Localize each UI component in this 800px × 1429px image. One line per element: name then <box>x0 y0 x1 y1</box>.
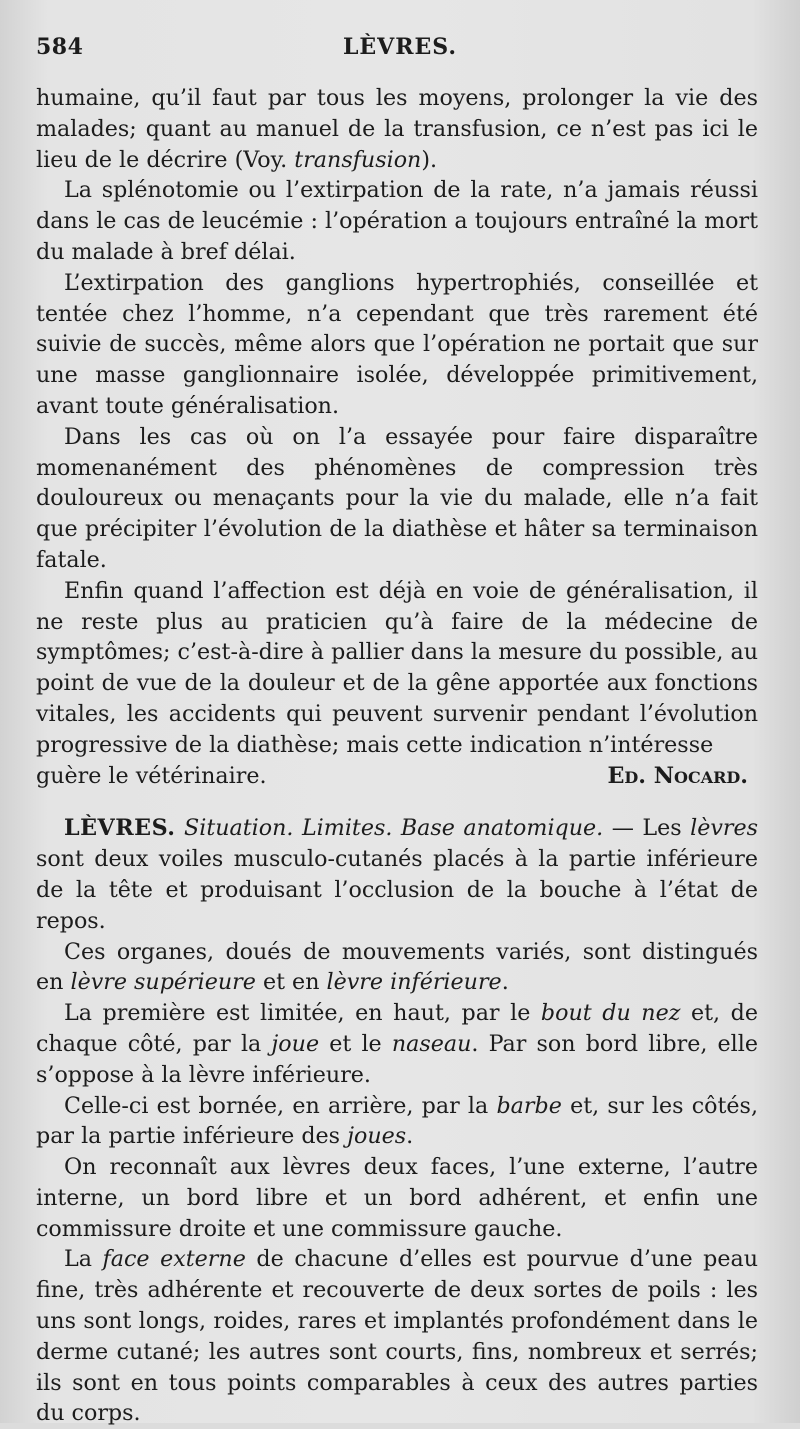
author-signature: Ed. Nocard. <box>607 762 748 789</box>
italic-term: lèvre supérieure <box>70 969 256 996</box>
italic-term: barbe <box>496 1092 562 1119</box>
italic-term: transfusion <box>294 146 422 173</box>
paragraph <box>36 576 758 761</box>
italic-term: naseau <box>391 1030 472 1057</box>
italic-term: lèvre inférieure <box>326 969 502 996</box>
article-signature <box>36 761 758 792</box>
text-run: et le <box>319 1030 392 1057</box>
italic-term: joues <box>347 1123 407 1150</box>
entry-headword: LÈVRES. <box>64 815 176 842</box>
paragraph <box>36 1152 758 1244</box>
text-run: La <box>64 1246 103 1273</box>
text-run: La splénotomie ou l’extirpation de la rate, n’a jamais réussi dans le cas de leucémie : l’opération a toujours entraîné la mort du malade à bref délai. <box>36 177 758 265</box>
body-text <box>36 83 758 1429</box>
paragraph <box>36 1091 758 1153</box>
text-run: Dans les cas où on l’a essayée pour faire disparaître momenanément des phénomènes de compression très douloureux ou menaçants pour la vie du malade, elle n’a fait que précipiter l’évolution de la diathèse et hâter sa terminaison fatale. <box>36 423 758 573</box>
italic-term: bout du nez <box>540 1000 681 1027</box>
paragraph <box>36 268 758 422</box>
signature-line-text: guère le vétérinaire. <box>36 762 267 789</box>
page-number: 584 <box>36 34 84 60</box>
running-title: LÈVRES. <box>342 34 458 60</box>
italic-term: lèvres <box>690 815 758 842</box>
text-run: humaine, qu’il faut par tous les moyens, prolonger la vie des malades; quant au manuel de la transfusion, ce n’est pas ici le lieu de le décrire (Voy. <box>36 85 758 173</box>
paragraph <box>36 422 758 576</box>
text-run: Ces organes, doués de mouvements variés, sont distingués en <box>36 938 758 996</box>
page-header <box>36 34 764 68</box>
entry-paragraphs <box>36 937 758 1429</box>
paragraph <box>36 175 758 267</box>
text-run: ). <box>421 146 438 173</box>
text-run: de chacune d’elles est pourvue d’une peau fine, très adhérente et recouverte de deux sortes de poils : les uns sont longs, roides, rares et implantés profondément dans le derme cutané; les autres sont courts, fins, nombreux et serrés; ils sont en tous points comparables à ceux des autres parties du corps. <box>36 1246 759 1427</box>
text-run: On reconnaît aux lèvres deux faces, l’une externe, l’autre interne, un bord libre et un bord adhérent, et enfin une commissure droite et une commissure gauche. <box>36 1154 758 1242</box>
text-run: Celle-ci est bornée, en arrière, par la <box>64 1092 497 1119</box>
text-run: — Les <box>603 815 691 842</box>
text-run: et, sur les côtés, par la partie inférieure des <box>36 1092 759 1150</box>
paragraph <box>36 83 758 175</box>
italic-term: face externe <box>102 1246 246 1273</box>
text-run: L’extirpation des ganglions hypertrophiés, conseillée et tentée chez l’homme, n’a cependant que très rarement été suivie de succès, même alors que l’opération ne portait que sur une masse ganglionnaire isolée, développée primitivement, avant toute généralisation. <box>36 269 758 419</box>
text-run: . <box>501 969 509 996</box>
text-run: Enfin quand l’affection est déjà en voie de généralisation, il ne reste plus au praticien qu’à faire de la médecine de symptômes; c’est-à-dire à pallier dans la mesure du possible, au point de vue de la douleur et de la gêne apportée aux fonctions vitales, les accidents qui peuvent survenir pendant l’évolution progressive de la diathèse; mais cette indication n’intéresse <box>36 577 758 758</box>
text-run: et en <box>255 969 327 996</box>
text-run: sont deux voiles musculo-cutanés placés à la partie inférieure de la tête et produisant l’occlusion de la bouche à l’état de repos. <box>36 846 758 934</box>
text-run: et, de chaque côté, par la <box>36 1000 758 1057</box>
text-run: . Par son bord libre, elle s’oppose à la lèvre inférieure. <box>36 1030 759 1088</box>
text-run: La première est limitée, en haut, par le <box>64 1000 541 1027</box>
paragraph <box>36 1244 758 1429</box>
italic-term: joue <box>271 1030 320 1057</box>
entry-first-paragraph <box>36 813 758 936</box>
paragraph <box>36 937 758 999</box>
paragraph <box>36 998 758 1090</box>
previous-article-text <box>36 83 758 761</box>
italic-term: Situation. Limites. Base anatomique. <box>184 815 604 842</box>
text-run <box>176 815 184 841</box>
text-run: . <box>406 1123 414 1150</box>
